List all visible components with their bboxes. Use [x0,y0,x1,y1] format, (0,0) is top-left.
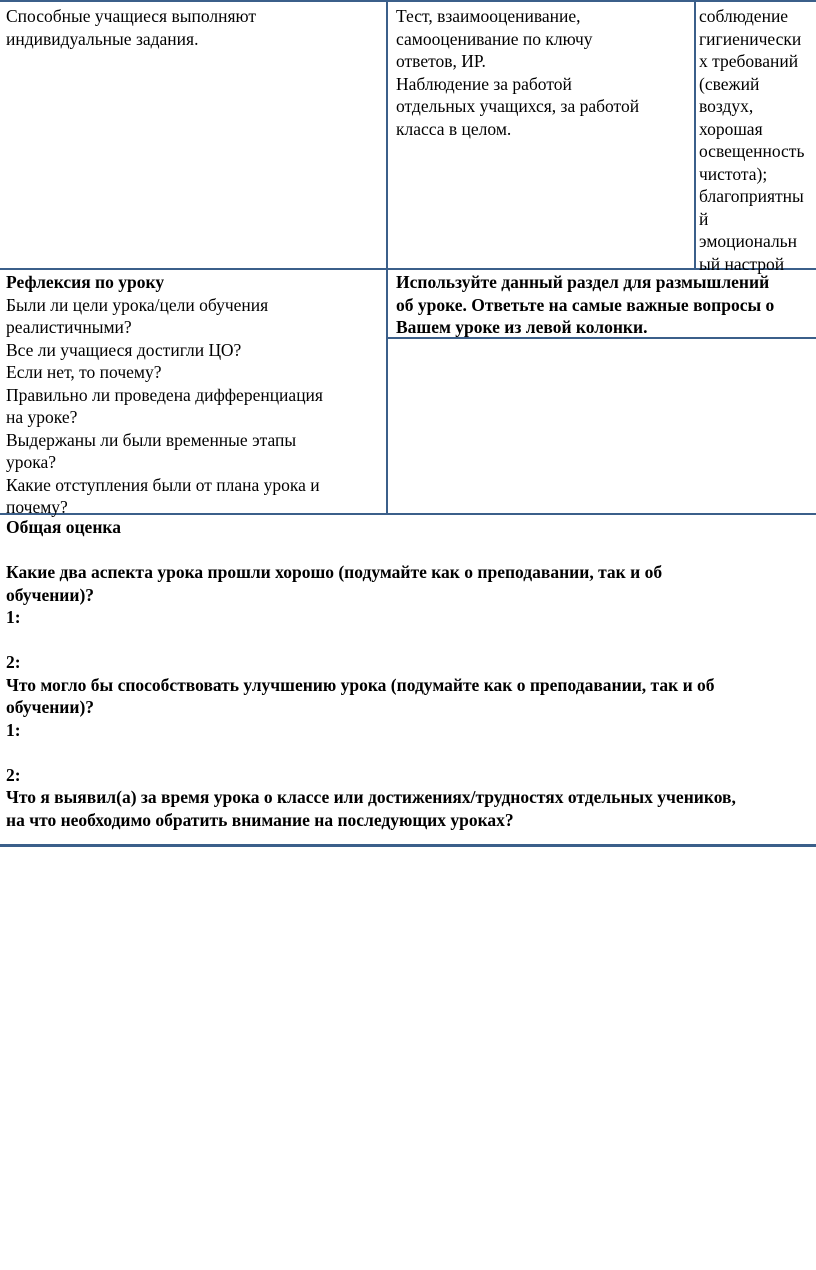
overall-question-went-well: Какие два аспекта урока прошли хорошо (подумайте как о преподавании, так и об обучении)? [6,562,663,605]
overall-heading: Общая оценка [6,517,121,537]
activity-cell: Способные учащиеся выполняют индивидуальные задания. [6,6,257,49]
reflection-instruction: Используйте данный раздел для размышлений об уроке. Ответьте на самые важные вопросы о Вашем уроке из левой колонки. [396,272,775,337]
reflection-questions: Были ли цели урока/цели обучения реалистичными? Все ли учащиеся достигли ЦО? Если нет, то почему? Правильно ли проведена дифференциация на уроке? Выдержаны ли были временные этапы урока? Какие отступления были от плана урока и почему? [6,294,323,517]
overall-question-discovered: Что я выявил(а) за время урока о классе или достижениях/трудностях отдельных учеников, на что необходимо обратить внимание на последующих уроках? [6,787,736,830]
went-well-item-1: 1: [6,607,21,627]
table-line-col2-right [694,0,696,269]
reflection-heading: Рефлексия по уроку [6,272,165,292]
went-well-item-2: 2: [6,652,21,672]
health-cell: соблюдение гигиенически х требований (свежий воздух, хорошая освещенность чистота); благоприятны й эмоциональн ый настрой [699,6,805,274]
assessment-cell: Тест, взаимооценивание, самооценивание по ключу ответов, ИР. Наблюдение за работой отдельных учащихся, за работой класса в целом. [396,6,640,139]
table-line-col1-right [386,0,388,514]
overall-question-improve: Что могло бы способствовать улучшению урока (подумайте как о преподавании, так и об обучении)? [6,674,715,717]
bottom-rule [0,844,816,847]
improve-item-2: 2: [6,764,21,785]
improve-item-1: 1: [6,719,21,740]
